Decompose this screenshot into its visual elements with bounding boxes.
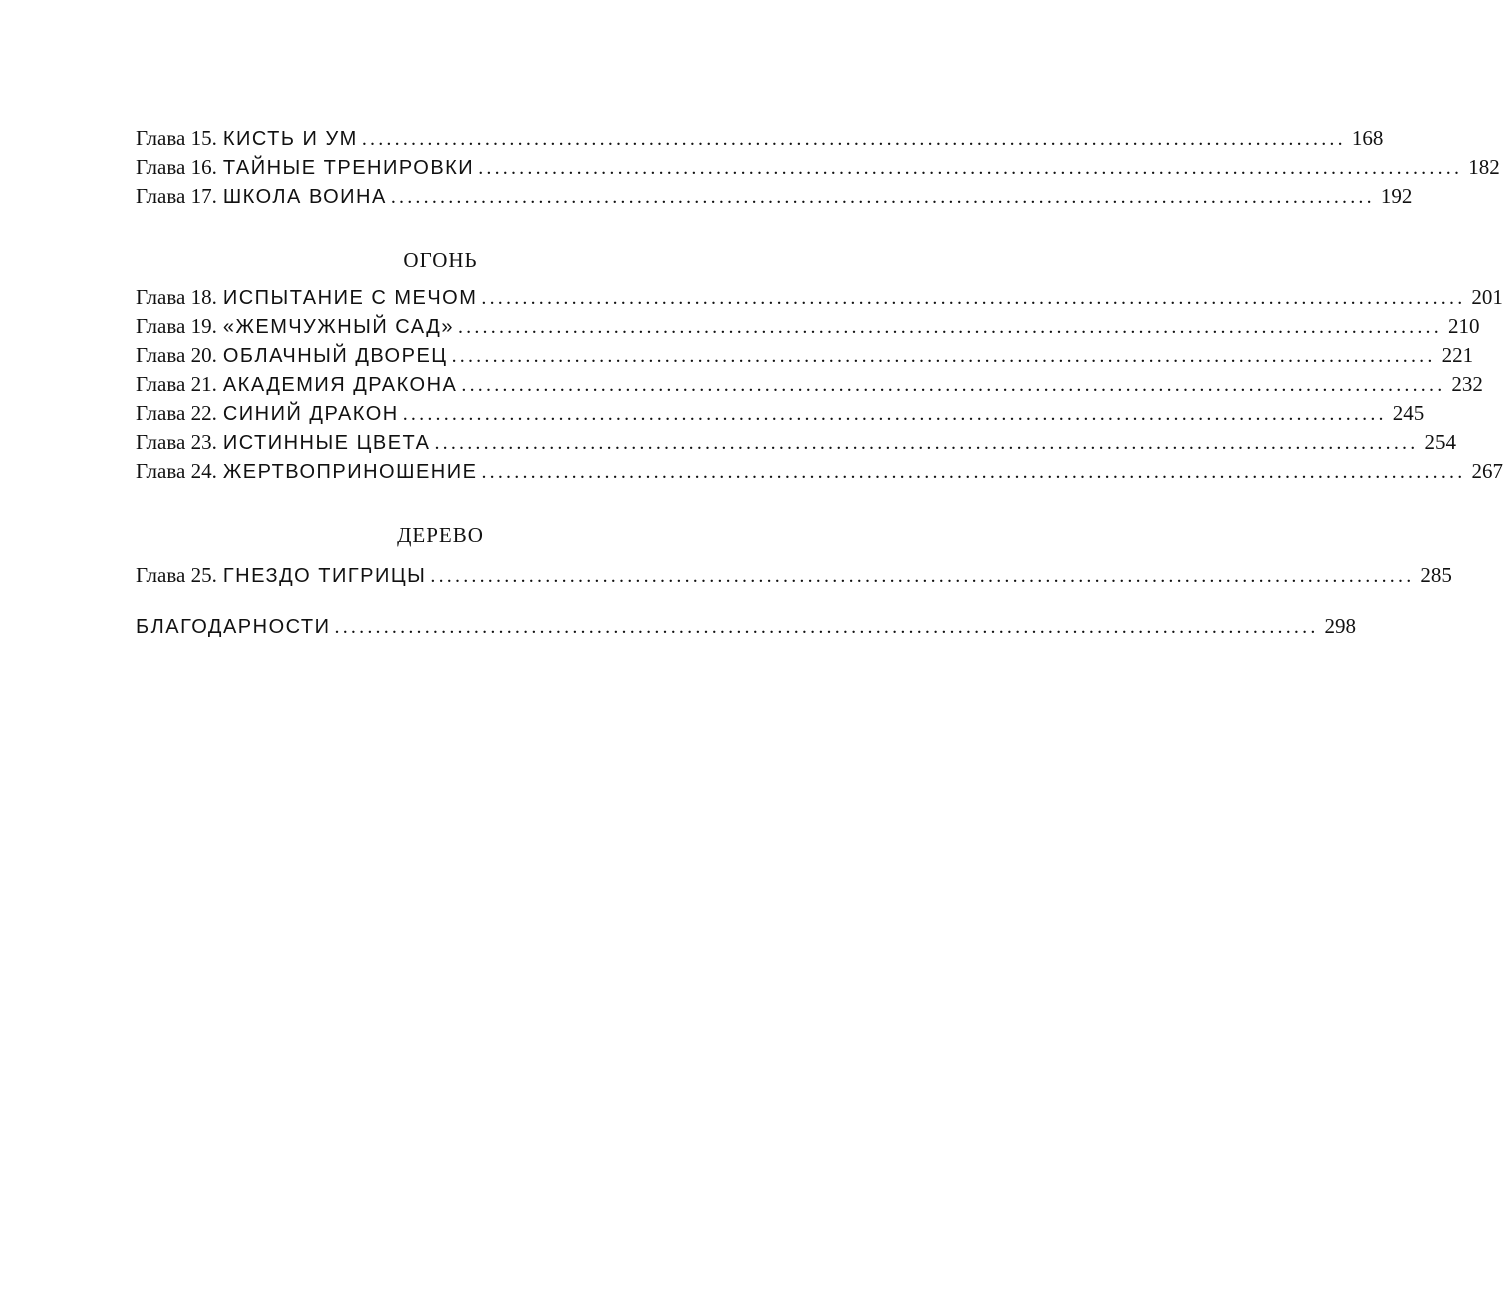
- chapter-number: Глава 15.: [136, 126, 217, 150]
- table-of-contents: [136, 124, 1503, 641]
- dot-leader: ........................................................................................................................: [430, 565, 1415, 587]
- dot-leader: ........................................................................................................................: [390, 186, 1375, 208]
- chapter-title: «ЖЕМЧУЖНЫЙ САД»: [222, 316, 454, 338]
- toc-entry-chapter-23[interactable]: [136, 428, 1456, 457]
- toc-entry-acknowledgements[interactable]: [136, 612, 1357, 641]
- dot-leader: ........................................................................................................................: [402, 403, 1387, 425]
- section-heading-wood: ДЕРЕВО: [397, 523, 484, 547]
- chapter-title: АКАДЕМИЯ ДРАКОНА: [222, 374, 458, 396]
- dot-leader: ........................................................................................................................: [457, 316, 1442, 338]
- toc-entry-chapter-19[interactable]: [136, 312, 1480, 341]
- chapter-title: СИНИЙ ДРАКОН: [222, 403, 399, 425]
- toc-section-fire: [136, 283, 1503, 486]
- chapter-number: Глава 23.: [136, 430, 217, 454]
- chapter-title: ТАЙНЫЕ ТРЕНИРОВКИ: [222, 157, 475, 179]
- page-number: 221: [1441, 343, 1474, 367]
- dot-leader: ........................................................................................................................: [361, 128, 1346, 150]
- chapter-title: БЛАГОДАРНОСТИ: [136, 616, 331, 638]
- page-number: 192: [1380, 184, 1413, 208]
- page-number: 182: [1468, 155, 1500, 179]
- chapter-number: Глава 22.: [136, 401, 217, 425]
- toc-section-wood: [136, 561, 1452, 590]
- toc-section-continued: [136, 124, 1500, 211]
- page-number: 168: [1351, 126, 1384, 150]
- dot-leader: ........................................................................................................................: [461, 374, 1446, 396]
- toc-entry-chapter-25[interactable]: [136, 561, 1452, 590]
- chapter-title: ШКОЛА ВОИНА: [222, 186, 387, 208]
- page-number: 245: [1392, 401, 1425, 425]
- toc-entry-chapter-21[interactable]: [136, 370, 1483, 399]
- page-number: 298: [1324, 614, 1357, 638]
- toc-entry-chapter-16[interactable]: [136, 153, 1500, 182]
- chapter-title: ОБЛАЧНЫЙ ДВОРЕЦ: [222, 345, 448, 367]
- dot-leader: ........................................................................................................................: [481, 461, 1466, 483]
- page-number: 254: [1424, 430, 1456, 454]
- chapter-number: Глава 20.: [136, 343, 217, 367]
- toc-entry-chapter-15[interactable]: [136, 124, 1384, 153]
- chapter-title: ЖЕРТВОПРИНОШЕНИЕ: [222, 461, 478, 483]
- chapter-number: Глава 17.: [136, 184, 217, 208]
- page-number: 285: [1420, 563, 1452, 587]
- chapter-number: Глава 18.: [136, 285, 217, 309]
- chapter-title: КИСТЬ И УМ: [222, 128, 358, 150]
- section-heading-fire: ОГОНЬ: [403, 248, 478, 272]
- dot-leader: ........................................................................................................................: [451, 345, 1436, 367]
- chapter-number: Глава 21.: [136, 372, 217, 396]
- toc-section-back-matter: [136, 612, 1357, 641]
- chapter-title: ИСПЫТАНИЕ С МЕЧОМ: [222, 287, 478, 309]
- dot-leader: ........................................................................................................................: [434, 432, 1419, 454]
- page-number: 201: [1471, 285, 1503, 309]
- toc-entry-chapter-17[interactable]: [136, 182, 1413, 211]
- chapter-number: Глава 19.: [136, 314, 217, 338]
- page-number: 210: [1447, 314, 1480, 338]
- chapter-title: ИСТИННЫЕ ЦВЕТА: [222, 432, 431, 454]
- dot-leader: ........................................................................................................................: [334, 616, 1319, 638]
- chapter-title: ГНЕЗДО ТИГРИЦЫ: [222, 565, 427, 587]
- chapter-number: Глава 24.: [136, 459, 217, 483]
- toc-entry-chapter-18[interactable]: [136, 283, 1503, 312]
- page-number: 267: [1471, 459, 1503, 483]
- toc-entry-chapter-20[interactable]: [136, 341, 1474, 370]
- toc-entry-chapter-24[interactable]: [136, 457, 1503, 486]
- chapter-number: Глава 25.: [136, 563, 217, 587]
- chapter-number: Глава 16.: [136, 155, 217, 179]
- page-number: 232: [1451, 372, 1483, 396]
- toc-entry-chapter-22[interactable]: [136, 399, 1425, 428]
- dot-leader: ........................................................................................................................: [478, 157, 1463, 179]
- dot-leader: ........................................................................................................................: [481, 287, 1466, 309]
